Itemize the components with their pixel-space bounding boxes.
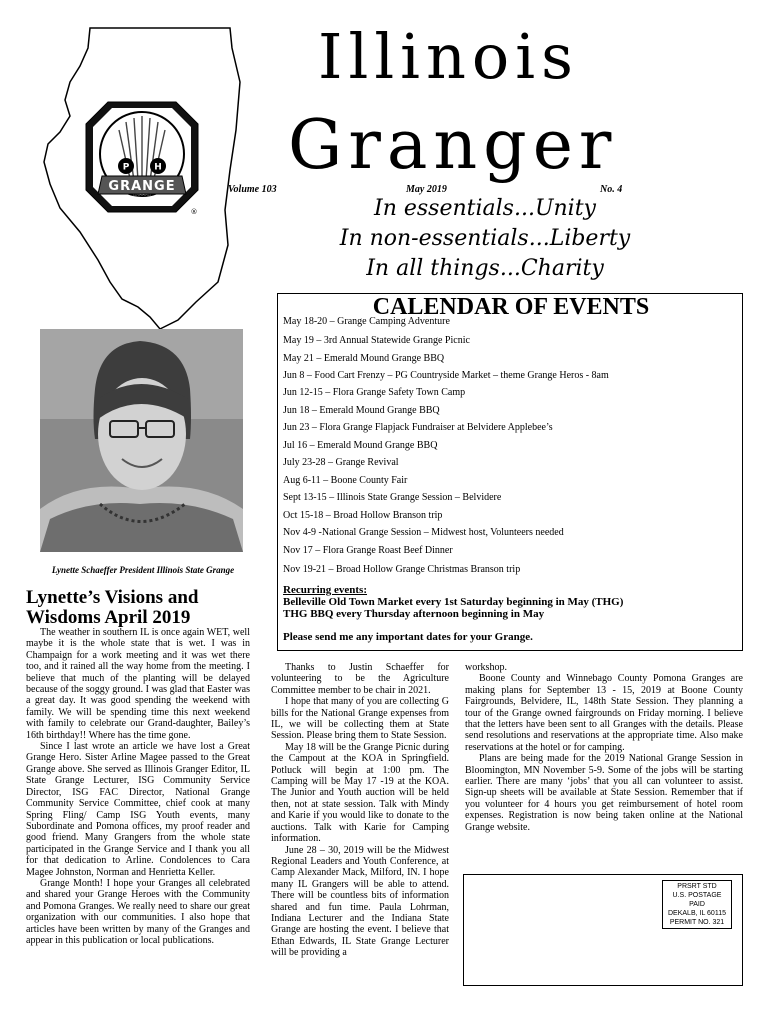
recurring-event: THG BBQ every Thursday afternoon beginning in May	[283, 608, 545, 620]
calendar-event: May 19 – 3rd Annual Statewide Grange Picnic	[283, 335, 470, 346]
issue-number: No. 4	[600, 184, 623, 195]
photo-caption: Lynette Schaeffer President Illinois State Grange	[51, 565, 235, 575]
article-paragraph: Plans are being made for the 2019 National Grange Session in Bloomington, MN November 5-9. Some of the jobs will be starting earlier. There are many ‘jobs’ that you all can volunteer to assist. Sign-up sheets will be available at State Session. Remember that if you volunteer for 4 hours you get reimbursement of hotel room expenses. Registration is now being taken online at the National Grange website.	[465, 753, 743, 833]
article-title	[26, 588, 262, 628]
article-paragraph: Since I last wrote an article we have lost a Great Grange Hero. Sister Arline Magee passed to the Great Grange above. She served as Illinois Granger Editor, IL State Grange Lecturer, ISG Community Service Director, ISG FAC Director, National Grange Community Service Committee, chief cook at many Spring Fling/ Camp ISG Youth events, many Subordinate and Pomona offices, my proof reader and good friend. Many Grangers from the whole state participated in the Grange Service and I thank you all for that dedication to Arline. Condolences to Cara Magee Johnston, Norman and Henrietta Keller.	[26, 741, 250, 878]
president-photo	[40, 329, 243, 552]
calendar-event: Jun 12-15 – Flora Grange Safety Town Camp	[283, 387, 466, 398]
calendar-event: Jul 16 – Emerald Mound Grange BBQ	[283, 440, 438, 451]
svg-text:P: P	[122, 162, 130, 173]
article-paragraph: May 18 will be the Grange Picnic during the Campout at the KOA in Springfield. Potluck will begin at 1:00 pm. The Camping will be May 17 -19 at the KOA. The Junior and Youth auction will be held then, not at state session. Talk with Mindy and Karie if you would like to donate to the auctions. Talk with Karie for Camping information.	[271, 741, 449, 845]
motto-line: In non-essentials...Liberty	[339, 226, 631, 251]
postage-permit-indicia	[662, 880, 732, 929]
recurring-event: Belleville Old Town Market every 1st Saturday beginning in May (THG)	[283, 596, 624, 608]
illinois-grange-logo	[18, 20, 258, 332]
masthead-title-line2: Granger	[288, 106, 618, 185]
svg-text:®: ®	[190, 208, 198, 216]
calendar-request-note: Please send me any important dates for your Grange.	[283, 631, 533, 643]
calendar-event: Aug 6-11 – Boone County Fair	[283, 475, 408, 486]
motto-line: In all things...Charity	[366, 256, 604, 281]
article-column-1	[26, 627, 250, 946]
postage-line: DEKALB, IL 60115	[668, 910, 726, 917]
calendar-event: May 21 – Emerald Mound Grange BBQ	[283, 353, 445, 364]
mailing-label-box	[463, 874, 743, 986]
article-title-line2: Wisdoms April 2019	[26, 607, 191, 628]
calendar-event: Nov 4-9 -National Grange Session – Midwest host, Volunteers needed	[283, 527, 564, 538]
postage-line: PAID	[689, 901, 705, 908]
motto-line: In essentials...Unity	[374, 196, 596, 221]
calendar-event: Jun 23 – Flora Grange Flapjack Fundraiser at Belvidere Applebee’s	[283, 422, 553, 433]
calendar-event: Nov 19-21 – Broad Hollow Grange Christmas Branson trip	[283, 564, 521, 575]
issue-date: May 2019	[406, 184, 447, 195]
article-column-3	[465, 662, 743, 833]
article-paragraph: The weather in southern IL is once again WET, well maybe it is the whole state that is wet. I was in Champaign for a work meeting and it was wet there too, and it rained all the way home from the meeting. I believe that much of the planting will be delayed because of the soggy ground. I was glad that Easter was a great day. It was good spending the weekend with family. We will be spending time this next weekend with family to celebrate our Grand-daughter, Bailey’s 16th birthday!! Where has the time gone.	[26, 627, 250, 741]
article-title-line1: Lynette’s Visions and	[26, 587, 199, 608]
calendar-title: CALENDAR OF EVENTS	[372, 294, 650, 320]
calendar-event: May 18-20 – Grange Camping Adventure	[283, 316, 450, 327]
calendar-event: July 23-28 – Grange Revival	[283, 457, 399, 468]
article-paragraph: Thanks to Justin Schaeffer for volunteering to be the Agriculture Committee member to be chair in 2021.	[271, 662, 449, 696]
grange-banner-text: GRANGE	[108, 179, 176, 194]
postage-line: U.S. POSTAGE	[672, 892, 722, 899]
article-column-2	[271, 662, 449, 959]
article-paragraph: Boone County and Winnebago County Pomona Granges are making plans for September 13 - 15, 2019 at Boone County Fairgrounds, Belvidere, IL, 148th State Session. They planning a tour of the Grange owned fairgrounds on Friday morning. I believe that the letters have been sent to all Granges with the details. Please send resolutions and reservations at the appropriate time. Also make reservations at the hotel or for camping.	[465, 673, 743, 753]
article-paragraph: workshop.	[465, 662, 507, 673]
article-paragraph: June 28 – 30, 2019 will be the Midwest Regional Leaders and Youth Conference, at Camp Alexander Mack, Milford, IN. I hope many IL Grangers will be able to attend. There will be countless bits of information shared and fun time. Paula Lohrman, Indiana Lecturer and the Indiana State Grange are hosting the event. I believe that Ethan Edwards, IL State Grange Lecturer will be providing a	[271, 844, 449, 959]
calendar-of-events-box	[277, 293, 743, 651]
calendar-event: Sept 13-15 – Illinois State Grange Session – Belvidere	[283, 492, 502, 503]
article-paragraph: Grange Month! I hope your Granges all celebrated and shared your Grange Heroes with the Community and Pomona Granges. We really need to share our great organization with our communities. I also hope that articles have been written by many of the Granges and appear in this publication or local publications.	[26, 877, 250, 946]
article-paragraph: I hope that many of you are collecting G bills for the National Grange expenses from IL, we will be collecting them at State Session. Please bring them to State Session.	[271, 696, 449, 742]
postage-line: PRSRT STD	[677, 883, 717, 890]
svg-text:H: H	[154, 162, 162, 173]
calendar-event: Oct 15-18 – Broad Hollow Branson trip	[283, 510, 443, 521]
volume-label: Volume 103	[228, 184, 277, 195]
masthead-title-line1: Illinois	[318, 20, 579, 93]
recurring-events-heading: Recurring events:	[283, 584, 368, 596]
postage-line: PERMIT NO. 321	[669, 919, 725, 926]
calendar-event: Nov 17 – Flora Grange Roast Beef Dinner	[283, 545, 453, 556]
calendar-event: Jun 18 – Emerald Mound Grange BBQ	[283, 405, 440, 416]
calendar-event: Jun 8 – Food Cart Frenzy – PG Countryside Market – theme Grange Heros - 8am	[283, 370, 609, 381]
